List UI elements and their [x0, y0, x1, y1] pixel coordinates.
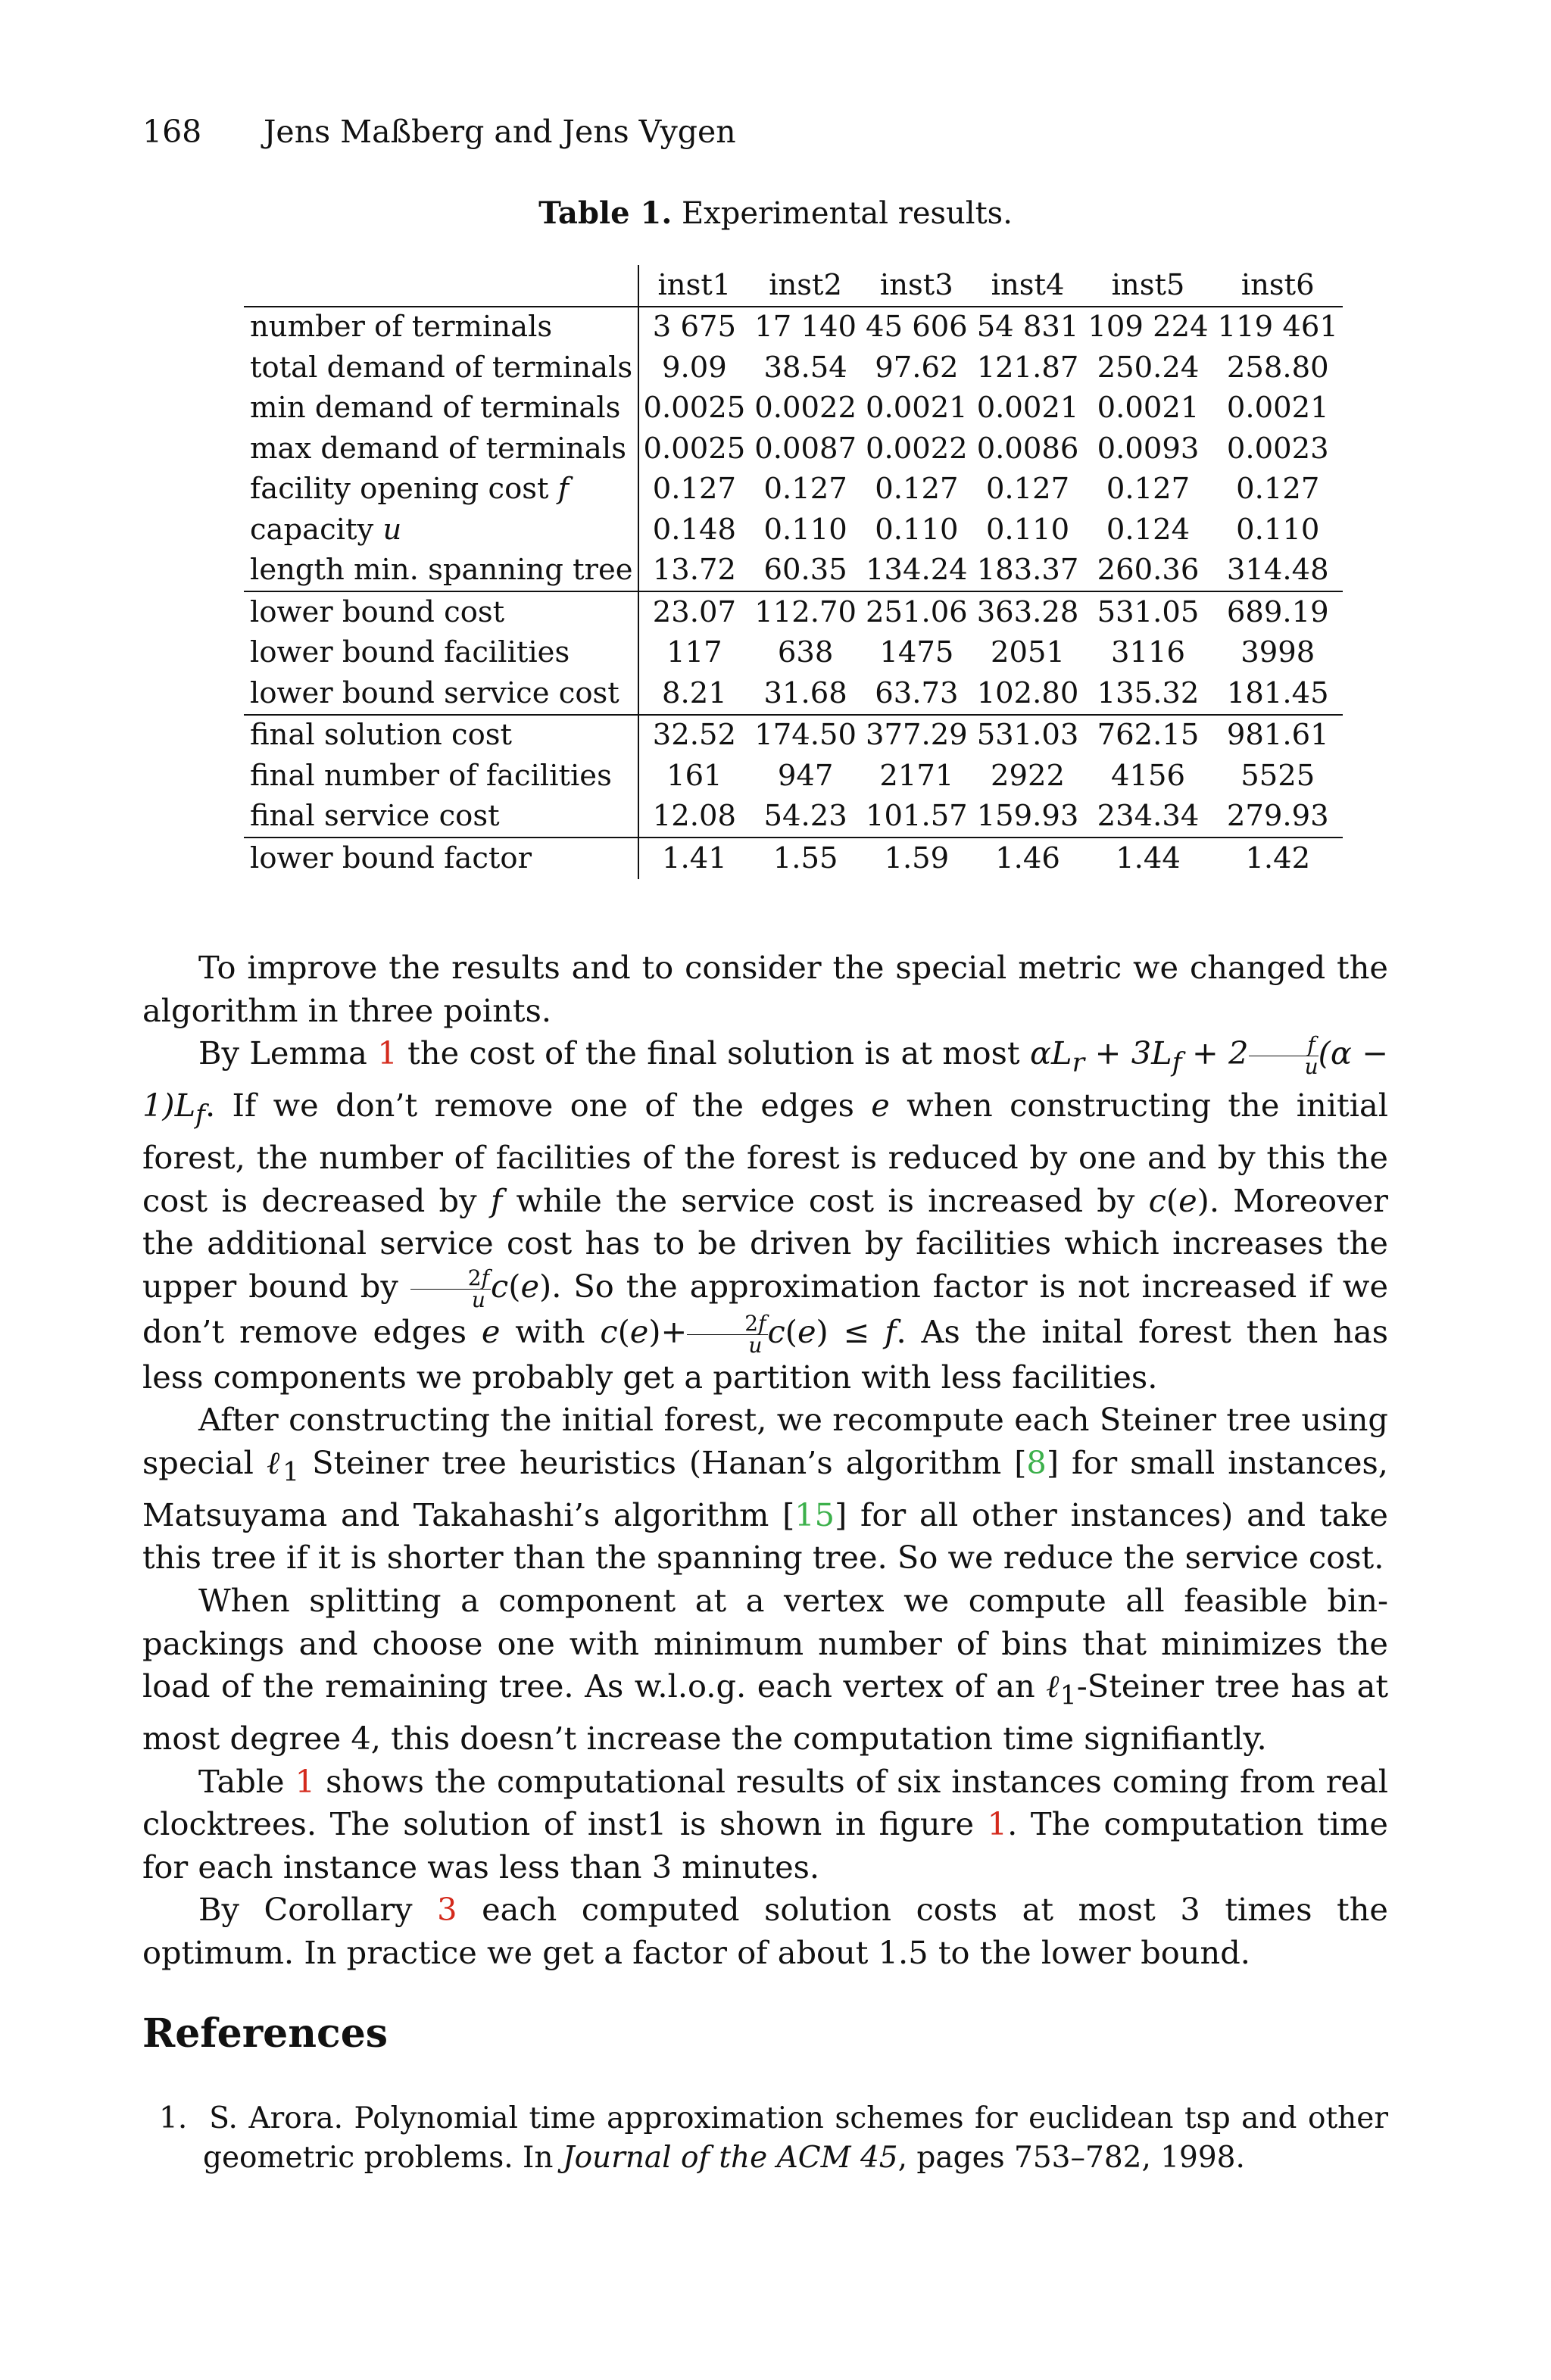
table-row [244, 348, 1343, 388]
table-row [244, 797, 1343, 838]
table-cell: 0.127 [652, 472, 736, 506]
running-header-authors: Jens Maßberg and Jens Vygen [264, 114, 736, 150]
table-cell: 0.0087 [754, 431, 857, 466]
table-cell: 0.127 [985, 472, 1070, 506]
formula-bound: $\alpha L_r + 3L_f + 2$ $\frac{f}{u}$ $(\alpha - 1)L_f$ [142, 1032, 1389, 1131]
table-cell: 0.110 [875, 512, 959, 547]
table-cell: 135.32 [1097, 675, 1200, 710]
table-cell: 260.36 [1097, 553, 1200, 587]
row-label: max demand of terminals [244, 429, 638, 469]
paragraph-4: When splitting a component at a vertex we compute all feasible bin-packings and choose one with minimum number of bins that minimizes the load of the remaining tree. As w.l.o.g. each vertex of an ℓ$_1$-Steiner tree has at most degree 4, this doesn’t increase the computation time signifiantly. [142, 1582, 1388, 1758]
table-row [244, 673, 1343, 715]
table-cell: 54 831 [972, 307, 1084, 348]
table-cell: 31.68 [763, 675, 847, 710]
table-cell: 0.0021 [1226, 391, 1329, 425]
table-caption [0, 195, 1551, 231]
table-cell: 1.42 [1213, 838, 1343, 879]
row-label: lower bound facilities [244, 633, 638, 674]
table-cell: 363.28 [972, 591, 1084, 633]
table-cell: 121.87 [976, 350, 1079, 385]
table-cell: 251.06 [861, 591, 972, 633]
table-cell: 161 [666, 758, 722, 793]
table-cell: 0.127 [1236, 472, 1320, 506]
table-cell: 5525 [1240, 758, 1315, 793]
table-cell: 0.0023 [1226, 431, 1329, 466]
column-header: inst3 [879, 267, 953, 302]
table-cell: 314.48 [1226, 553, 1329, 587]
table-cell: 3998 [1240, 635, 1315, 669]
table-cell: 0.0021 [1097, 391, 1200, 425]
table-cell: 119 461 [1213, 307, 1343, 348]
table-cell: 0.110 [985, 512, 1070, 547]
table-caption-label: Table 1. [538, 195, 673, 231]
table-cell: 0.0021 [976, 391, 1079, 425]
table-cell: 0.0025 [643, 391, 746, 425]
table-cell: 23.07 [638, 591, 751, 633]
row-label: length min. spanning tree [244, 551, 638, 592]
table-cell: 2171 [879, 758, 954, 793]
table-cell: 0.0093 [1097, 431, 1200, 466]
table-cell: 109 224 [1083, 307, 1212, 348]
paragraph-3: After constructing the initial forest, we recompute each Steiner tree using special ℓ$_1$ Steiner tree heuristics (Hanan’s algorithm [8] for small instances, Matsuyama and Takahashi’s algorithm [15] for all other instances) and take this tree if it is shorter than the spanning tree. So we reduce the service cost. [142, 1401, 1388, 1577]
column-header: inst2 [769, 267, 843, 302]
table-cell: 3116 [1111, 635, 1185, 669]
table-row [244, 633, 1343, 674]
table-cell: 981.61 [1213, 715, 1343, 756]
row-label: final service cost [244, 797, 638, 838]
reference-item: 1. S. Arora. Polynomial time approximation schemes for euclidean tsp and other geometric problems. In Journal of the ACM 45, pages 753–782, 1998. [159, 2101, 1388, 2175]
table-cell: 112.70 [750, 591, 861, 633]
table-cell: 0.148 [652, 512, 736, 547]
table-cell: 117 [666, 635, 722, 669]
table-cell: 2922 [991, 758, 1066, 793]
table-cell: 9.09 [662, 350, 727, 385]
paragraph-6: By Corollary 3 each computed solution costs at most 3 times the optimum. In practice we get a factor of about 1.5 to the lower bound. [142, 1891, 1388, 1972]
table-row [244, 551, 1343, 592]
table-cell: 0.110 [1236, 512, 1320, 547]
references-heading: References [142, 2010, 389, 2057]
table-cell: 54.23 [763, 799, 847, 833]
table-cell: 689.19 [1213, 591, 1343, 633]
table-row [244, 469, 1343, 510]
paragraph-5: Table 1 shows the computational results of six instances coming from real clocktrees. The solution of inst1 is shown in figure 1. The computation time for each instance was less than 3 minutes. [142, 1762, 1388, 1886]
table-row [244, 388, 1343, 429]
table-cell: 63.73 [875, 675, 959, 710]
table-header-row [244, 265, 1343, 307]
table-cell: 8.21 [662, 675, 727, 710]
results-table [244, 265, 1343, 879]
citation-link-8[interactable]: 8 [1026, 1443, 1047, 1481]
table-row [244, 307, 1343, 348]
table-cell: 3 675 [638, 307, 751, 348]
table-cell: 13.72 [652, 553, 736, 587]
row-label: lower bound service cost [244, 673, 638, 715]
table-cell: 32.52 [638, 715, 751, 756]
table-cell: 1.46 [972, 838, 1084, 879]
table-cell: 531.05 [1083, 591, 1212, 633]
table-cell: 377.29 [861, 715, 972, 756]
table-cell: 531.03 [972, 715, 1084, 756]
table-cell: 60.35 [763, 553, 847, 587]
table-cell: 38.54 [763, 350, 847, 385]
table-row [244, 510, 1343, 551]
table-cell: 1.55 [750, 838, 861, 879]
table-row [244, 838, 1343, 879]
row-label: final number of facilities [244, 756, 638, 797]
lemma-link[interactable]: 1 [377, 1034, 398, 1072]
table-cell: 97.62 [875, 350, 959, 385]
table-cell: 174.50 [750, 715, 861, 756]
row-label: final solution cost [244, 715, 638, 756]
row-label: number of terminals [244, 307, 638, 348]
table-cell: 1.41 [638, 838, 751, 879]
table-cell: 1475 [879, 635, 954, 669]
row-label: lower bound cost [244, 591, 638, 633]
column-header: inst5 [1111, 267, 1185, 302]
table-cell: 1.44 [1083, 838, 1212, 879]
table-cell: 134.24 [865, 553, 968, 587]
table-cell: 234.34 [1097, 799, 1200, 833]
table-cell: 181.45 [1226, 675, 1329, 710]
table-cell: 638 [777, 635, 834, 669]
table-cell: 102.80 [976, 675, 1079, 710]
table-cell: 4156 [1111, 758, 1185, 793]
table-cell: 0.110 [763, 512, 847, 547]
row-label: total demand of terminals [244, 348, 638, 388]
table-cell: 2051 [991, 635, 1066, 669]
paragraph-2: By Lemma 1 the cost of the final solution is at most $\alpha L_r + 3L_f + 2$ $\frac{f}{u}$ $(\alpha - 1)L_f$. If we don’t remove one of the edges e when constructing the initial forest, the number of facilities of the forest is reduced by one and by this the cost is decreased by f while the service cost is increased by c(e). Moreover the additional service cost has to be driven by facilities which increases the upper bound by $\frac{2f}{u}$ c(e). So the approximation factor is not increased if we don’t remove edges e with c(e)+ $\frac{2f}{u}$ c(e) ≤ f. As the inital forest then has less components we probably get a partition with less facilities. [142, 1032, 1389, 1396]
table-caption-text: Experimental results. [681, 196, 1013, 231]
table-cell: 258.80 [1226, 350, 1329, 385]
table-cell: 0.127 [875, 472, 959, 506]
running-header [142, 114, 736, 150]
citation-link-15[interactable]: 15 [794, 1496, 835, 1533]
table-cell: 17 140 [750, 307, 861, 348]
table-link[interactable]: 1 [295, 1762, 316, 1800]
figure-link[interactable]: 1 [987, 1805, 1008, 1843]
page-number: 168 [142, 114, 202, 150]
table-cell: 0.0021 [865, 391, 968, 425]
table-cell: 279.93 [1226, 799, 1329, 833]
table-cell: 183.37 [976, 553, 1079, 587]
table-cell: 250.24 [1097, 350, 1200, 385]
column-header: inst6 [1240, 267, 1315, 302]
table-cell: 0.0022 [754, 391, 857, 425]
column-header: inst1 [657, 267, 732, 302]
table-cell: 0.0086 [976, 431, 1079, 466]
table-cell: 0.124 [1106, 512, 1191, 547]
table-cell: 0.127 [763, 472, 847, 506]
row-label: min demand of terminals [244, 388, 638, 429]
table-cell: 12.08 [652, 799, 736, 833]
table-cell: 0.0022 [865, 431, 968, 466]
table-cell: 947 [777, 758, 834, 793]
corollary-link[interactable]: 3 [437, 1891, 457, 1929]
table-row [244, 756, 1343, 797]
row-label: capacity u [244, 510, 638, 551]
table-cell: 159.93 [976, 799, 1079, 833]
table-cell: 0.127 [1106, 472, 1191, 506]
table-header-blank [244, 265, 638, 307]
table-row [244, 591, 1343, 633]
table-cell: 0.0025 [643, 431, 746, 466]
paragraph-1: To improve the results and to consider the special metric we changed the algorithm in three points. [142, 949, 1388, 1029]
table-cell: 762.15 [1083, 715, 1212, 756]
body-text [142, 947, 1388, 1975]
column-header: inst4 [991, 267, 1065, 302]
row-label: facility opening cost f [244, 469, 638, 510]
table-cell: 101.57 [865, 799, 968, 833]
table-row [244, 429, 1343, 469]
table-cell: 45 606 [861, 307, 972, 348]
table-row [244, 715, 1343, 756]
table-cell: 1.59 [861, 838, 972, 879]
row-label: lower bound factor [244, 838, 638, 879]
